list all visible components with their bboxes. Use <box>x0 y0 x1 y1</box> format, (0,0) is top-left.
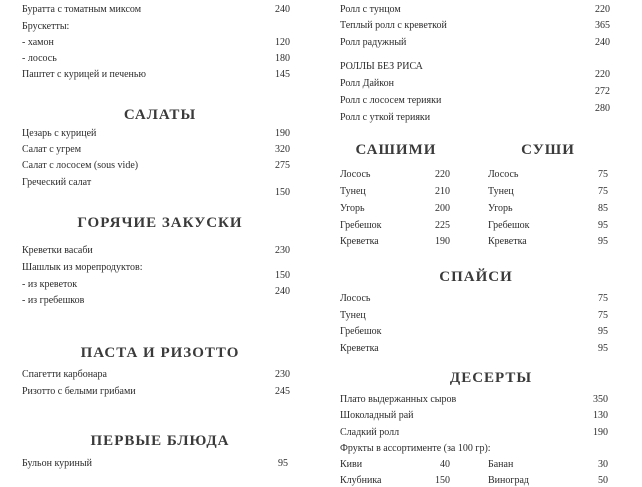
item-price: 75 <box>598 169 608 180</box>
item-price: 200 <box>435 203 450 214</box>
item-name: Клубника <box>340 475 382 486</box>
item-name: Ролл радужный <box>340 37 407 48</box>
item-price: 95 <box>278 458 288 469</box>
item-name: - из гребешков <box>22 295 85 306</box>
item-price: 150 <box>275 187 290 198</box>
item-price: 350 <box>593 394 608 405</box>
item-name: Креветка <box>340 236 379 247</box>
item-name: Креветка <box>488 236 527 247</box>
item-name: Буратта с томатным миксом <box>22 4 142 15</box>
item-name: Фрукты в ассортименте (за 100 гр): <box>340 443 491 454</box>
item-name: - лосось <box>22 53 57 64</box>
item-price: 95 <box>598 220 608 231</box>
item-price: 180 <box>275 53 290 64</box>
item-name: Брускетты: <box>22 21 70 32</box>
item-name: Угорь <box>340 203 365 214</box>
item-name: Угорь <box>488 203 513 214</box>
item-name: - из креветок <box>22 279 78 290</box>
item-price: 75 <box>598 186 608 197</box>
item-name: Креветки васаби <box>22 245 93 256</box>
item-price: 95 <box>598 236 608 247</box>
item-name: Плато выдержанных сыров <box>340 394 457 405</box>
item-price: 230 <box>275 369 290 380</box>
item-price: 40 <box>440 459 450 470</box>
item-name: Гребешок <box>488 220 530 231</box>
item-name: Шоколадный рай <box>340 410 414 421</box>
right-column <box>340 0 630 486</box>
item-price: 240 <box>275 286 290 297</box>
item-price: 30 <box>598 459 608 470</box>
item-price: 240 <box>595 37 610 48</box>
item-price: 85 <box>598 203 608 214</box>
item-price: 210 <box>435 186 450 197</box>
item-price: 220 <box>435 169 450 180</box>
item-price: 230 <box>275 245 290 256</box>
item-price: 75 <box>598 293 608 304</box>
item-name: Лосось <box>340 169 371 180</box>
item-price: 150 <box>435 475 450 486</box>
item-price: 240 <box>275 4 290 15</box>
section-title-hot-snacks: ГОРЯЧИЕ ЗАКУСКИ <box>77 215 243 231</box>
item-price: 95 <box>598 326 608 337</box>
item-price: 75 <box>598 310 608 321</box>
item-name: Салат с угрем <box>22 144 82 155</box>
item-name: Греческий салат <box>22 177 92 188</box>
section-title-salads: САЛАТЫ <box>123 107 197 123</box>
item-price: 245 <box>275 386 290 397</box>
item-price: 95 <box>598 343 608 354</box>
section-title-sashimi: САШИМИ <box>355 142 437 158</box>
item-name: Тунец <box>340 186 366 197</box>
item-price: 220 <box>595 69 610 80</box>
item-name: Цезарь с курицей <box>22 128 97 139</box>
item-price: 320 <box>275 144 290 155</box>
item-name: Салат с лососем (sous vide) <box>22 160 139 171</box>
item-name: Гребешок <box>340 326 382 337</box>
item-name: Тунец <box>488 186 514 197</box>
item-price: 190 <box>435 236 450 247</box>
item-name: Креветка <box>340 343 379 354</box>
item-name: Ролл с тунцом <box>340 4 401 15</box>
item-price: 120 <box>275 37 290 48</box>
item-price: 150 <box>275 270 290 281</box>
item-price: 190 <box>275 128 290 139</box>
item-name: Шашлык из морепродуктов: <box>22 262 143 273</box>
item-price: 365 <box>595 20 610 31</box>
item-name: - хамон <box>22 37 54 48</box>
item-price: 50 <box>598 475 608 486</box>
item-price: 145 <box>275 69 290 80</box>
item-name: Ролл с лососем терияки <box>340 95 442 106</box>
item-name: Ризотто с белыми грибами <box>22 386 136 397</box>
item-name: Ролл с уткой терияки <box>340 112 431 123</box>
section-title-pasta: ПАСТА И РИЗОТТО <box>80 345 240 361</box>
left-column <box>22 0 322 480</box>
item-price: 190 <box>593 427 608 438</box>
section-title-sushi: СУШИ <box>521 142 575 158</box>
item-price: 280 <box>595 103 610 114</box>
item-name: Киви <box>340 459 363 470</box>
item-name: Сладкий ролл <box>340 427 400 438</box>
item-name: Спагетти карбонара <box>22 369 107 380</box>
item-name: РОЛЛЫ БЕЗ РИСА <box>340 61 423 72</box>
item-name: Паштет с курицей и печенью <box>22 69 146 80</box>
item-price: 130 <box>593 410 608 421</box>
item-price: 220 <box>595 4 610 15</box>
item-name: Виноград <box>488 475 530 486</box>
item-name: Ролл Дайкон <box>340 78 394 89</box>
section-title-spicy: СПАЙСИ <box>439 269 513 285</box>
item-price: 275 <box>275 160 290 171</box>
item-name: Теплый ролл с креветкой <box>340 20 447 31</box>
item-name: Гребешок <box>340 220 382 231</box>
item-price: 225 <box>435 220 450 231</box>
section-title-desserts: ДЕСЕРТЫ <box>449 370 533 386</box>
item-name: Тунец <box>340 310 366 321</box>
item-price: 272 <box>595 86 610 97</box>
item-name: Лосось <box>340 293 371 304</box>
item-name: Банан <box>488 459 514 470</box>
section-title-first-courses: ПЕРВЫЕ БЛЮДА <box>90 433 230 449</box>
item-name: Бульон куриный <box>22 458 92 469</box>
item-name: Лосось <box>488 169 519 180</box>
